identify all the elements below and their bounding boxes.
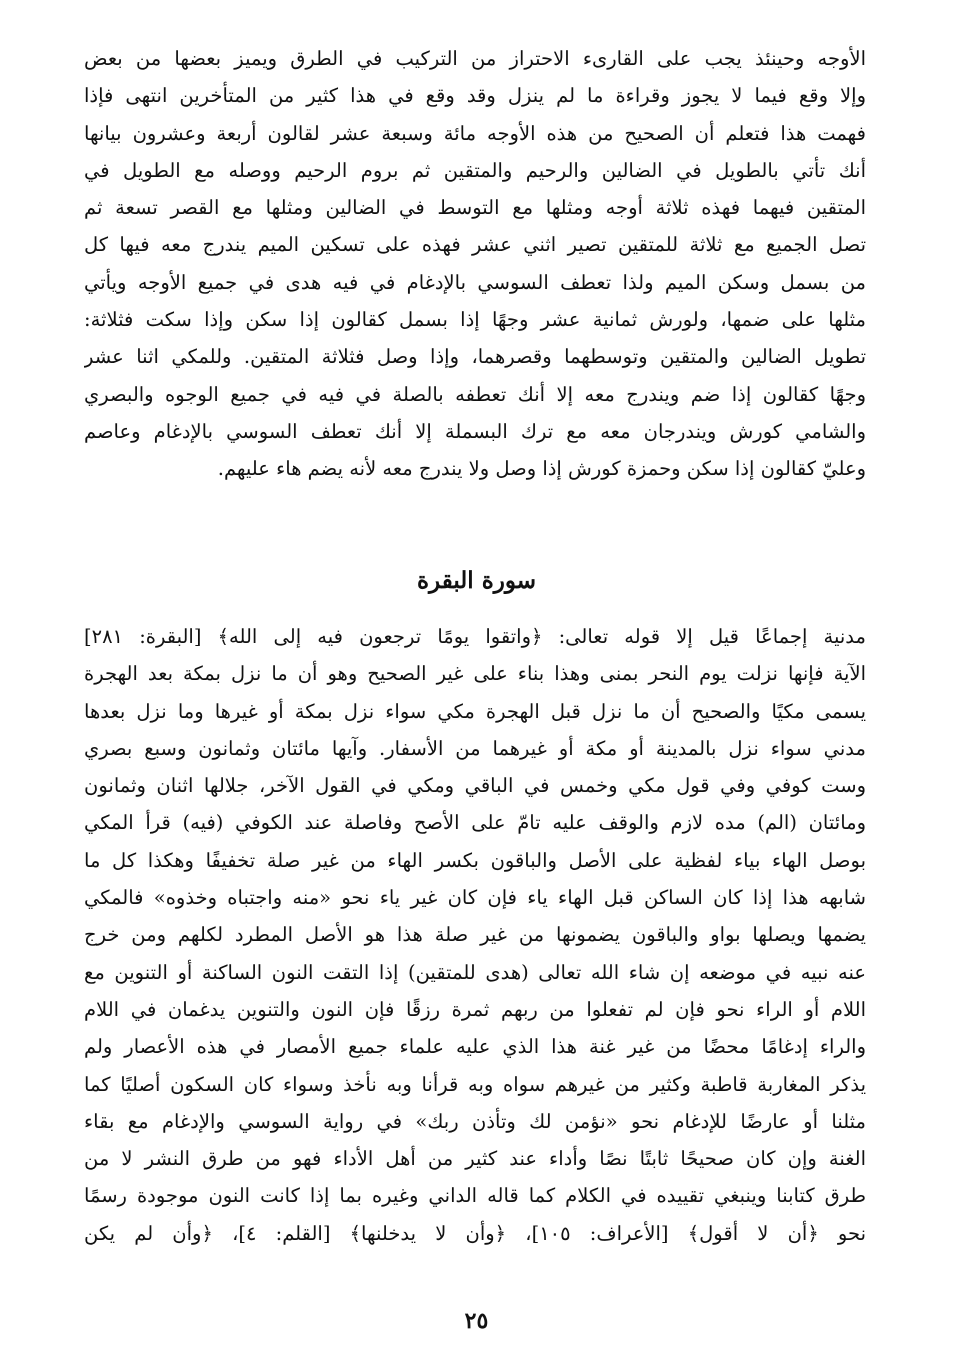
page-number: ٢٥ xyxy=(464,1308,489,1334)
text-line: يذكر المغاربة قاطبة وكثير من غيرهم سواه وبه قرأنا وبه نأخذ وسواء كان السكون أصليًا كما xyxy=(84,1072,866,1096)
text-line: مثلنا أو عارضًا للإدغام نحو «نؤمن لك وتأذن ربك» في رواية السوسي والإدغام مع بقاء xyxy=(84,1109,866,1133)
text-line: عنه نبيه في موضعه إن شاء الله تعالى (هدى للمتقين) إذا التقت النون الساكنة أو التنوين مع xyxy=(84,960,866,984)
text-line: الغنة وإن كان صحيحًا ثابتًا نصًا وأداء عند كثير من أهل الأداء فهو من طرق النشر لا من xyxy=(84,1147,866,1171)
text-line: تطويل الضالين والمتقين وتوسطهما وقصرهما، وإذا وصل فثلاثة المتقين. وللمكي اثنا عشر xyxy=(84,345,866,369)
text-line: المتقين فيهما فهذه ثلاثة أوجه ومثلها مع التوسط في الضالين ومثلها مع القصر تسعة ثم xyxy=(84,196,866,220)
text-line: يضمها ويصلها بواو والباقون يضمونها من غير صلة هذا هو الأصل المطرد لكلهم ومن خرج xyxy=(84,923,866,947)
text-line: اللام أو الراء نحو فإن لم تفعلوا من ربهم ثمرة رزقًا فإن النون والتنوين يدغمان في اللام xyxy=(84,997,866,1021)
text-line: يسمى مكيًا والصحيح أن ما نزل قبل الهجرة مكي سواء نزل بمكة أو غيرها وما نزل بعدها xyxy=(84,699,866,723)
text-line: طرق كتابنا وينبغي تقييده في الكلام كما قاله الداني وغيره بما إذا كانت النون موجودة رسمًا xyxy=(84,1184,866,1208)
text-line: نحو ﴿أن لا أقول﴾ [الأعراف: ١٠٥]، ﴿وأن لا يدخلنها﴾ [القلم: ٤]، ﴿وأن لم يكن xyxy=(84,1221,866,1245)
text-line: بوصل الهاء بياء لفظية على الأصل والباقون بكسر الهاء من غير صلة تخفيفًا وهكذا كل ما xyxy=(84,848,866,872)
text-line: شابهه هذا إذا كان الساكن قبل الهاء ياء فإن كان غير ياء نحو «منه واجتباه وخذوه» فالمكي xyxy=(84,886,866,910)
text-line: مدني سواء نزل بالمدينة أو مكة أو غيرهما من الأسفار. وآيها مائتان وثمانون وسبع بصري xyxy=(84,736,866,760)
text-line: فهمت هذا فتعلم أن الصحيح من هذه الأوجه مائة وسبعة عشر لقالون أربعة وعشرون بيانها xyxy=(84,121,866,145)
text-line: أنك تأتي بالطويل في الضالين والرحيم والمتقين ثم بروم الرحيم ووصله مع الطويل في xyxy=(84,158,866,182)
text-line: الأوجه وحينئذ يجب على القارىء الاحتراز من التركيب في الطرق ويميز بعضها من بعض xyxy=(84,47,866,70)
text-line: مثلها على ضمها، ولورش ثمانية عشر وجهًا إذا بسمل كقالون إذا سكن وإذا سكت فثلاثة: xyxy=(84,308,866,332)
text-line: ومائتان (الم) مده لازم والوقف عليه تامّ على الأصح وفاصلة عند الكوفي (فيه) قرأ المكي xyxy=(84,811,866,835)
paragraph-surah-body xyxy=(84,618,866,1252)
text-line: من بسمل وسكن الميم ولذا تعطف السوسي بالإدغام في فيه هدى في جميع الأوجه ويأتي xyxy=(84,270,866,294)
paragraph-previous-surah xyxy=(84,40,866,488)
text-line: والشامي كورش ويندرجان معه مع ترك البسملة إلا أنك تعطف السوسي بالإدغام وعاصم xyxy=(84,419,866,443)
text-line: تصل الجميع مع ثلاثة للمتقين تصير اثني عشر فهذه على تسكين الميم يندرج معه فيها كل xyxy=(84,233,866,257)
text-line: الآية فإنها نزلت يوم النحر بمنى وهذا بناء على غير الصحيح وهو أن ما نزل بمكة بعد الهجرة xyxy=(84,662,866,686)
surah-heading: سورة البقرة xyxy=(416,567,537,594)
text-line: وجهًا كقالون إذا ضم ويندرج معه إلا أنك تعطفه بالصلة في فيه في جميع الوجوه والبصري xyxy=(84,382,866,406)
text-line: وست كوفي وفي قول مكي وخمس في الباقي ومكي في القول الآخر، جلالها اثنان وثمانون xyxy=(84,774,866,798)
text-line: والراء إدغامًا محضًا من غير غنة هذا الذي عليه علماء جميع الأمصار في هذه الأعصار ولم xyxy=(84,1035,866,1059)
text-line: مدنية إجماعًا قيل إلا قوله تعالى: ﴿واتقوا يومًا ترجعون فيه إلى الله﴾ [البقرة: ٢٨١] xyxy=(84,625,866,648)
text-line: وإلا وقع فيما لا يجوز وقراءة ما لم ينزل وقد وقع في هذا كثير من المتأخرين انتهى فإذا xyxy=(84,84,866,108)
text-line: وعليّ كقالون إذا سكن وحمزة كورش إذا وصل ولا يندرج معه لأنه يضم هاء عليهم. xyxy=(217,457,866,481)
